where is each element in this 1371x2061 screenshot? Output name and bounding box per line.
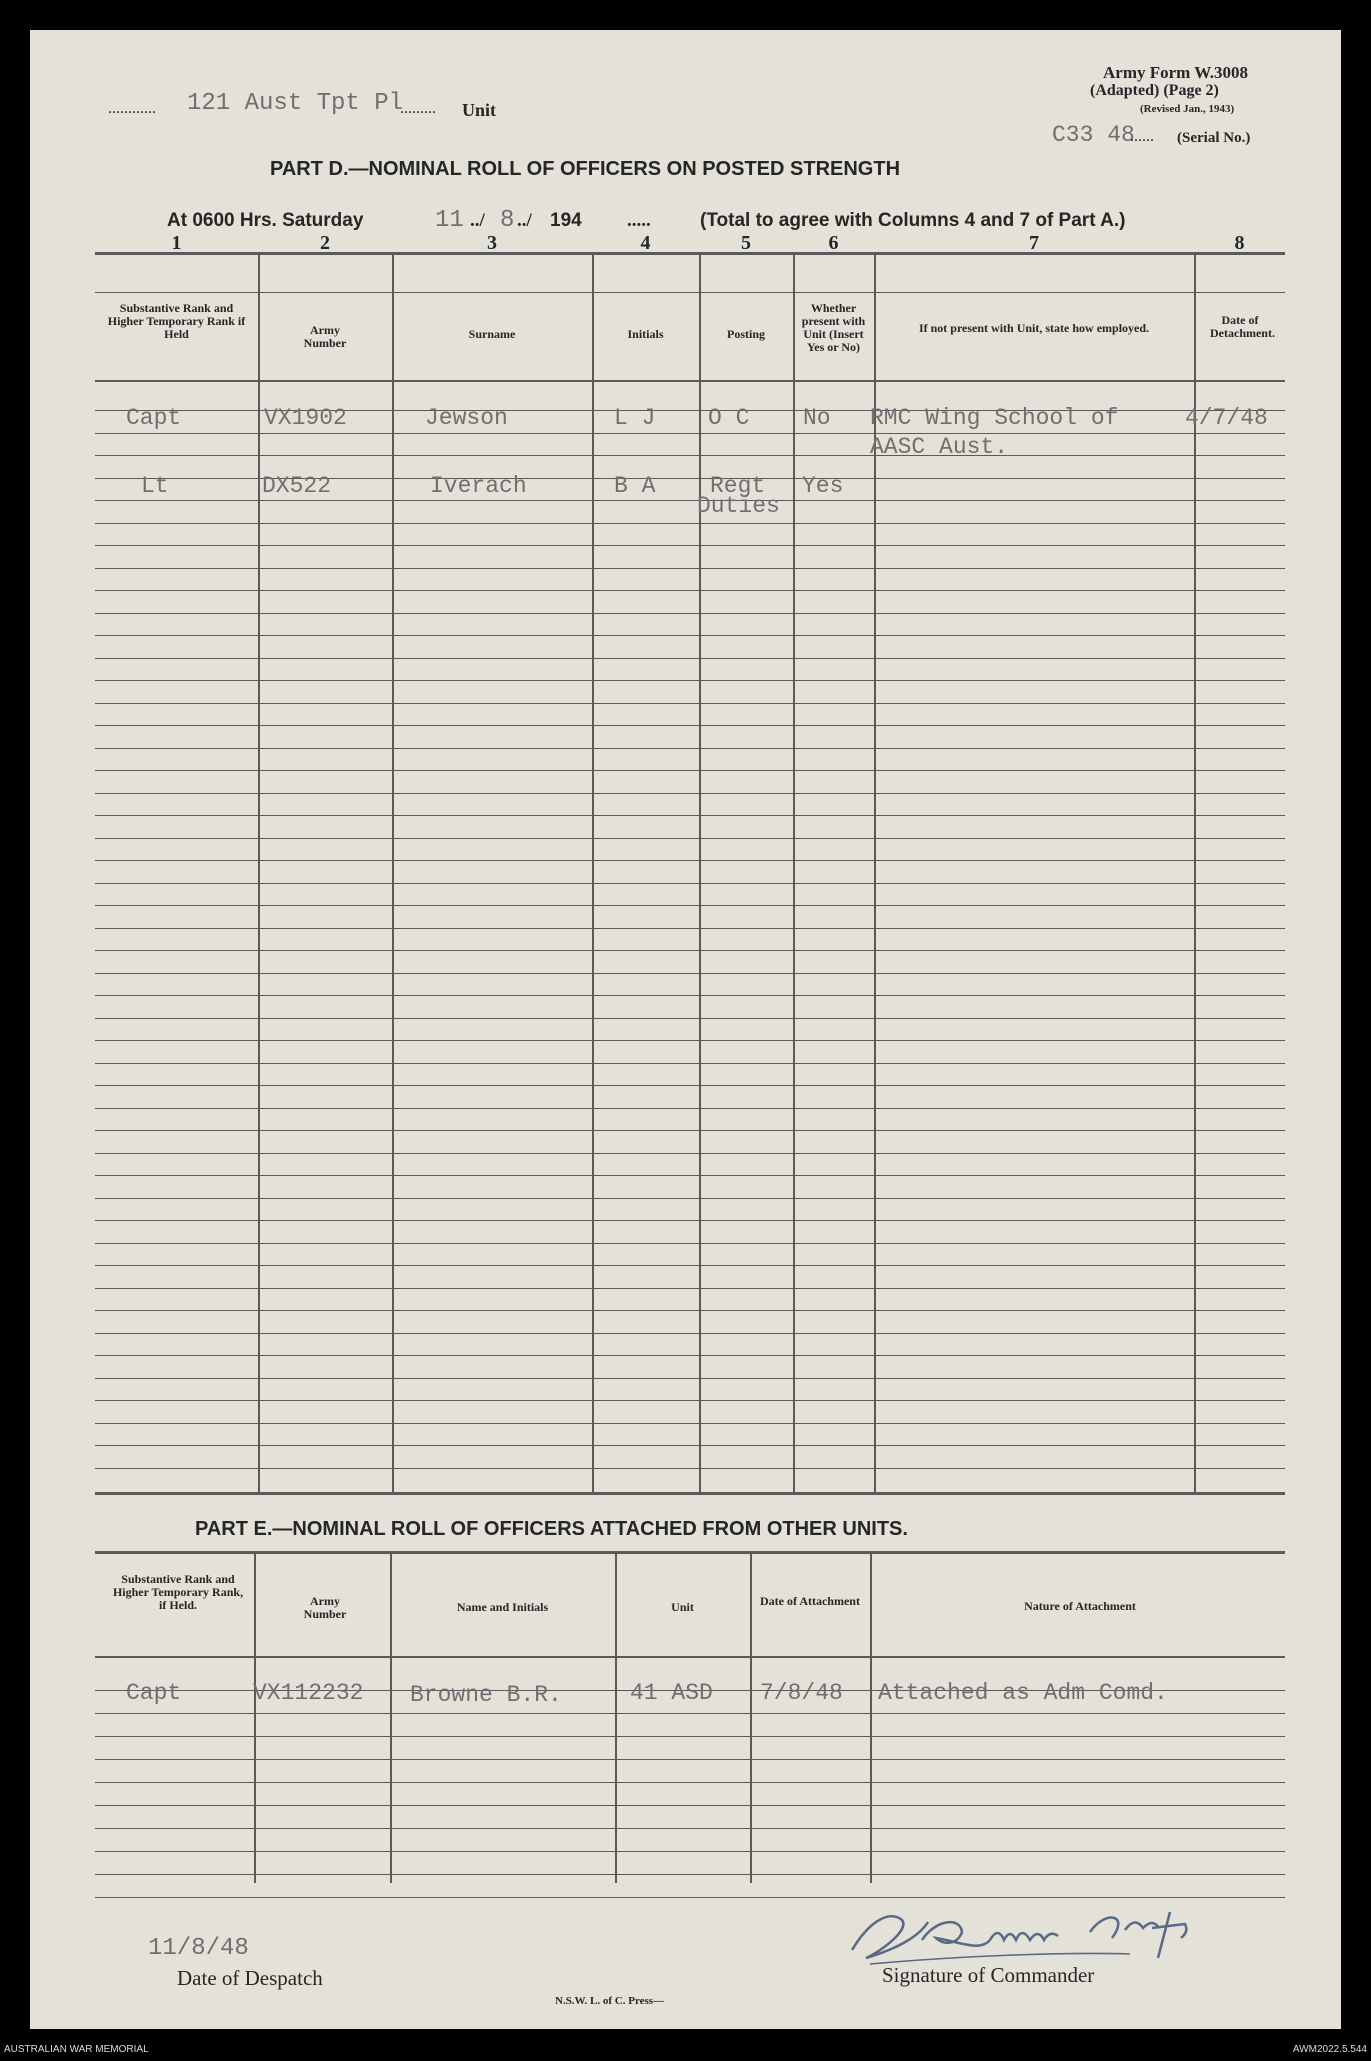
e-row1-rank: Capt <box>126 1680 182 1706</box>
col-number-7: 7 <box>1029 232 1039 254</box>
e-table-top-rule <box>95 1551 1285 1554</box>
row1-rank: Capt <box>126 405 182 431</box>
row-rule <box>95 545 1285 546</box>
e-header-army-number: Army Number <box>303 1594 347 1621</box>
row-rule <box>95 995 1285 996</box>
row-rule <box>95 1130 1285 1131</box>
row-rule <box>95 1468 1285 1469</box>
serial-dots: ...... <box>1130 128 1154 145</box>
row-rule <box>95 1288 1285 1289</box>
row2-posting-2: Duties <box>697 493 780 519</box>
archive-left: AUSTRALIAN WAR MEMORIAL <box>4 2044 149 2055</box>
row2-army-no: DX522 <box>262 473 332 499</box>
row-rule <box>95 1040 1285 1041</box>
unit-dots-right: ......... <box>400 100 436 117</box>
row-rule <box>95 905 1285 906</box>
day-value: 11 <box>435 207 464 234</box>
month-value: 8 <box>500 207 515 234</box>
year-suffix: ..... <box>627 210 651 231</box>
header-initials: Initials <box>627 327 664 341</box>
part-e-title: PART E.—NOMINAL ROLL OF OFFICERS ATTACHED FROM OTHER UNITS. <box>195 1518 908 1540</box>
row-rule <box>95 1445 1285 1446</box>
serial-value: C33 48 <box>1052 122 1135 148</box>
row-rule <box>95 455 1285 456</box>
row1-army-no: VX1902 <box>264 405 347 431</box>
row-rule <box>95 1423 1285 1424</box>
at-prefix: At 0600 Hrs. Saturday <box>167 210 364 231</box>
e-row1-army-no: VX112232 <box>253 1680 364 1706</box>
header-posting: Posting <box>726 327 765 341</box>
column-rule <box>258 254 260 1492</box>
form-adapted: (Adapted) (Page 2) <box>1090 82 1219 99</box>
e-row-rule <box>95 1874 1285 1875</box>
row-rule <box>95 433 1285 434</box>
column-rule <box>392 254 394 1492</box>
row-rule <box>95 590 1285 591</box>
row-rule <box>95 1175 1285 1176</box>
row-rule <box>95 1220 1285 1221</box>
row-rule <box>95 860 1285 861</box>
header-employed: If not present with Unit, state how employed. <box>918 321 1150 335</box>
col-number-3: 3 <box>487 232 497 254</box>
e-row-rule <box>95 1782 1285 1783</box>
colnum-rule <box>95 292 1285 293</box>
row-rule <box>95 703 1285 704</box>
despatch-label: Date of Despatch <box>177 1966 323 1990</box>
header-surname: Surname <box>468 327 516 341</box>
row-rule <box>95 770 1285 771</box>
total-note: (Total to agree with Columns 4 and 7 of Part A.) <box>700 210 1126 231</box>
row-rule <box>95 838 1285 839</box>
e-row1-unit: 41 ASD <box>630 1680 713 1706</box>
row-rule <box>95 1265 1285 1266</box>
row-rule <box>95 1378 1285 1379</box>
row-rule <box>95 748 1285 749</box>
row2-posting-1: Regt <box>710 473 766 499</box>
e-header-name: Name and Initials <box>456 1600 549 1614</box>
row-rule <box>95 1243 1285 1244</box>
row2-present: Yes <box>802 473 844 499</box>
e-header-unit: Unit <box>671 1600 694 1614</box>
row-rule <box>95 1153 1285 1154</box>
row-rule <box>95 500 1285 501</box>
row1-posting: O C <box>708 405 750 431</box>
e-row1-date: 7/8/48 <box>760 1680 843 1706</box>
e-header-date: Date of Attachment <box>760 1594 860 1608</box>
unit-value: 121 Aust Tpt Pl <box>187 90 404 117</box>
col-number-8: 8 <box>1234 232 1245 254</box>
row1-initials: L J <box>614 405 656 431</box>
row-rule <box>95 1108 1285 1109</box>
row-rule <box>95 1310 1285 1311</box>
column-rule <box>1194 254 1196 1492</box>
row-rule <box>95 658 1285 659</box>
row1-employed-2: AASC Aust. <box>870 434 1009 460</box>
row1-date: 4/7/48 <box>1185 405 1268 431</box>
row-rule <box>95 1063 1285 1064</box>
row-rule <box>95 973 1285 974</box>
e-row-rule <box>95 1828 1285 1829</box>
row-rule <box>95 635 1285 636</box>
e-row-rule <box>95 1805 1285 1806</box>
row-rule <box>95 568 1285 569</box>
row-rule <box>95 883 1285 884</box>
despatch-value: 11/8/48 <box>148 1935 249 1962</box>
e-header-bottom-rule <box>95 1656 1285 1658</box>
header-date-detachment: Date of Detachment. <box>1210 313 1275 340</box>
unit-label: Unit <box>462 100 497 120</box>
col-number-1: 1 <box>171 232 182 254</box>
row-rule <box>95 1400 1285 1401</box>
row1-surname: Jewson <box>425 405 508 431</box>
row-rule <box>95 950 1285 951</box>
part-d-title: PART D.—NOMINAL ROLL OF OFFICERS ON POSTED STRENGTH <box>270 158 901 180</box>
e-header-nature: Nature of Attachment <box>1024 1599 1136 1613</box>
e-row1-name: Browne B.R. <box>410 1682 562 1708</box>
row-rule <box>95 1018 1285 1019</box>
col-number-4: 4 <box>640 232 651 254</box>
year-prefix: 194 <box>550 210 582 231</box>
e-row-rule <box>95 1713 1285 1714</box>
row-rule <box>95 523 1285 524</box>
row-rule <box>95 815 1285 816</box>
printer-imprint: N.S.W. L. of C. Press— <box>555 1995 665 2007</box>
header-army-number: Army Number <box>303 323 347 350</box>
row-rule <box>95 613 1285 614</box>
row-rule <box>95 928 1285 929</box>
row1-present: No <box>803 405 831 431</box>
e-header-rank: Substantive Rank and Higher Temporary Rank, if Held. <box>112 1572 244 1612</box>
column-rule <box>592 254 594 1492</box>
row-rule <box>95 725 1285 726</box>
header-present: Whether present with Unit (Insert Yes or No) <box>801 301 866 354</box>
form-revised: (Revised Jan., 1943) <box>1140 103 1235 115</box>
commander-signature <box>840 1900 1270 1970</box>
row2-initials: B A <box>614 473 656 499</box>
row-rule <box>95 1355 1285 1356</box>
e-row-rule <box>95 1736 1285 1737</box>
signature-label: Signature of Commander <box>882 1963 1095 1987</box>
row-rule <box>95 1198 1285 1199</box>
unit-dots-left: ............ <box>108 100 156 117</box>
col-number-2: 2 <box>320 232 330 254</box>
e-column-rule <box>254 1553 256 1883</box>
column-rule <box>793 254 795 1492</box>
col-number-5: 5 <box>741 232 751 254</box>
column-rule <box>699 254 701 1492</box>
header-bottom-rule <box>95 380 1285 382</box>
e-row-rule <box>95 1851 1285 1852</box>
serial-label: (Serial No.) <box>1177 130 1251 146</box>
e-row-rule <box>95 1897 1285 1898</box>
form-number: Army Form W.3008 <box>1103 63 1248 82</box>
row-rule <box>95 1333 1285 1334</box>
date-sep-1: ../ <box>470 210 485 231</box>
row-rule <box>95 680 1285 681</box>
row1-employed-1: RMC Wing School of <box>870 405 1119 431</box>
date-sep-2: ../ <box>517 210 532 231</box>
header-rank: Substantive Rank and Higher Temporary Rank if Held <box>107 301 246 341</box>
e-row1-nature: Attached as Adm Comd. <box>878 1680 1168 1706</box>
row2-surname: Iverach <box>430 473 527 499</box>
row-rule <box>95 1085 1285 1086</box>
col-number-6: 6 <box>828 232 839 254</box>
archive-right: AWM2022.5.544 <box>1292 2044 1367 2055</box>
e-row-rule <box>95 1759 1285 1760</box>
row-rule <box>95 793 1285 794</box>
row2-rank: Lt <box>141 473 169 499</box>
table-bottom-rule <box>95 1492 1285 1495</box>
